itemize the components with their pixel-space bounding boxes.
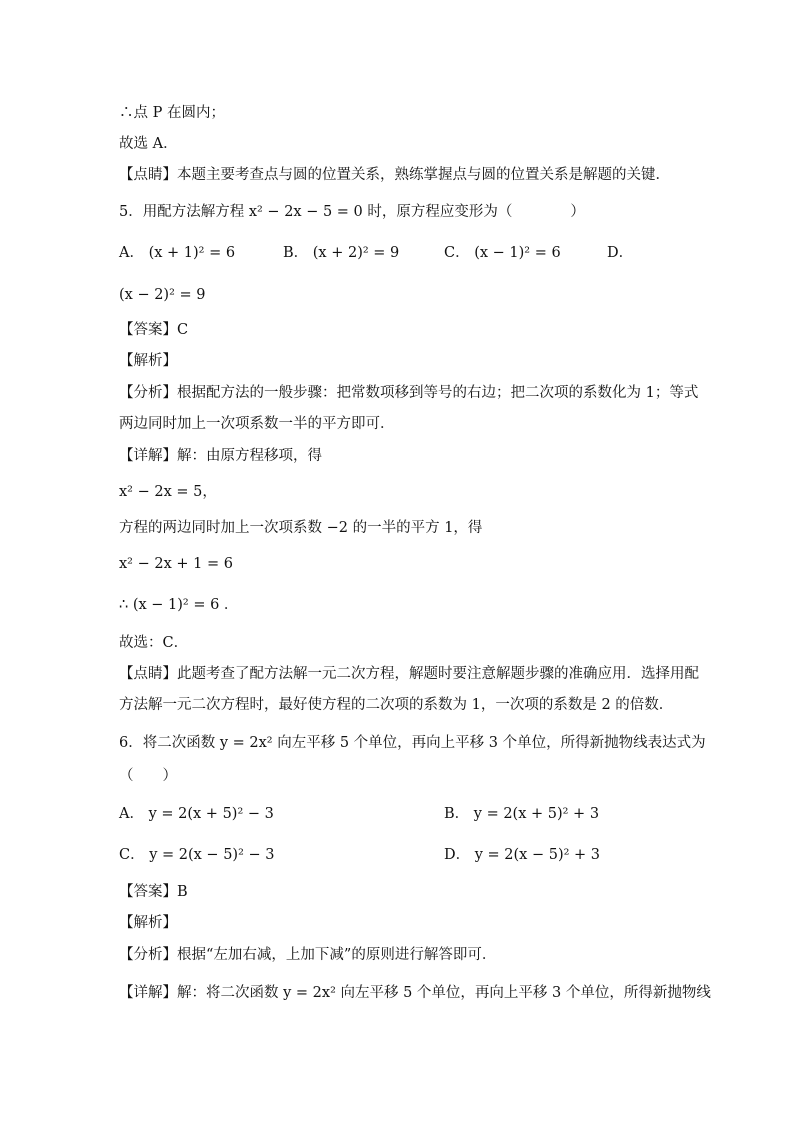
q6-option-c: C． y = 2(x − 5)² − 3 xyxy=(119,847,275,863)
q5-option-b: B． (x + 2)² = 9 xyxy=(283,245,400,261)
analysis-text: 两边同时加上一次项系数一半的平方即可． xyxy=(119,416,395,432)
analysis-text: 【分析】根据“左加右减，上加下减”的原则进行解答即可． xyxy=(119,947,497,963)
detail-text: 方程的两边同时加上一次项系数 −2 的一半的平方 1，得 xyxy=(119,520,483,536)
comment-line: 【点睛】此题考查了配方法解一元二次方程，解题时要注意解题步骤的准确应用．选择用配 xyxy=(119,666,699,682)
analysis-label: 【解析】 xyxy=(119,915,177,931)
detail-text: 【详解】解：将二次函数 y = 2x² 向左平移 5 个单位，再向上平移 3 个单位，所得新抛物线 xyxy=(119,985,711,1001)
question-6-stem: 6．将二次函数 y = 2x² 向左平移 5 个单位，再向上平移 3 个单位，所得新抛物线表达式为 xyxy=(119,735,706,751)
text-line: ∴点 P 在圆内； xyxy=(119,105,225,121)
q6-option-d: D． y = 2(x − 5)² + 3 xyxy=(444,847,601,863)
answer-label: 【答案】C xyxy=(119,322,189,338)
q6-option-b: B． y = 2(x + 5)² + 3 xyxy=(444,806,600,822)
q6-option-a: A． y = 2(x + 5)² − 3 xyxy=(119,806,274,822)
detail-text: 【详解】解：由原方程移项，得 xyxy=(119,448,322,464)
equation: x² − 2x + 1 = 6 xyxy=(119,556,233,572)
question-6-stem: （ ） xyxy=(119,768,177,784)
answer-label: 【答案】B xyxy=(119,884,188,900)
comment-line: 方法解一元二次方程时，最好使方程的二次项的系数为 1，一次项的系数是 2 的倍数． xyxy=(119,697,674,713)
question-5-stem: 5．用配方法解方程 x² − 2x − 5 = 0 时，原方程应变形为（ ） xyxy=(119,204,585,220)
equation: ∴ (x − 1)² = 6 ． xyxy=(119,597,239,613)
q5-option-d: D． xyxy=(607,245,634,261)
equation: x² − 2x = 5， xyxy=(119,484,217,500)
q5-option-a: A． (x + 1)² = 6 xyxy=(119,245,236,261)
comment-line: 【点睛】本题主要考查点与圆的位置关系，熟练掌握点与圆的位置关系是解题的关键． xyxy=(119,167,670,183)
text-line: 故选：C． xyxy=(119,635,189,651)
q5-option-c: C． (x − 1)² = 6 xyxy=(444,245,561,261)
text-line: 故选 A． xyxy=(119,136,178,152)
analysis-text: 【分析】根据配方法的一般步骤：把常数项移到等号的右边；把二次项的系数化为 1；等式 xyxy=(119,385,699,401)
analysis-label: 【解析】 xyxy=(119,353,177,369)
q5-option-d-expression: (x − 2)² = 9 xyxy=(119,287,206,303)
